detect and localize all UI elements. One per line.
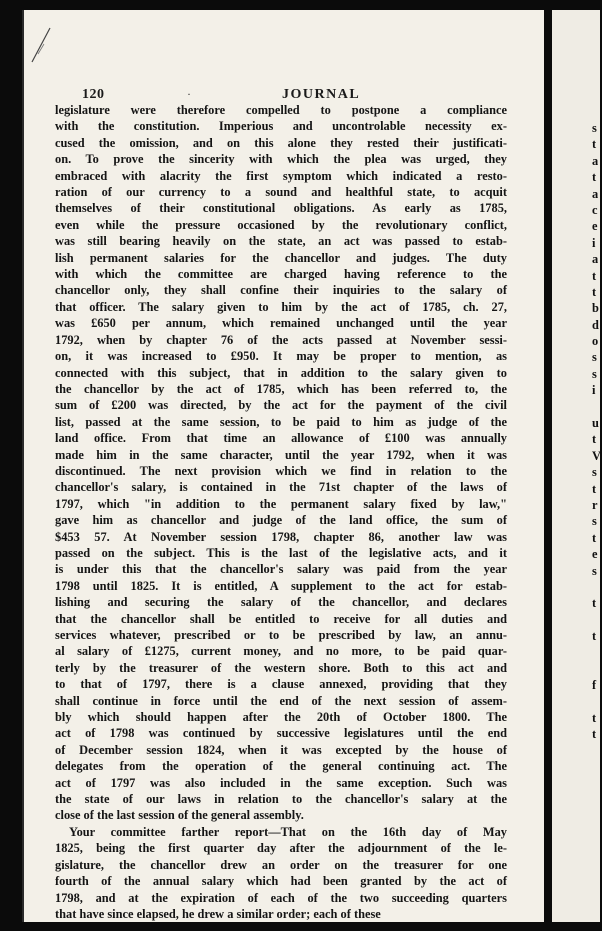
text-line: 1825, being the first quarter day after the adjournment of the le- <box>55 841 507 856</box>
text-line: cused the omission, and on this alone they rested their justificati- <box>55 135 507 150</box>
text-line: ration of our currency to a sound and healthful state, to acquit <box>55 185 507 200</box>
facing-page-letter: t <box>592 530 597 545</box>
text-line: connected with this subject, that in addition to the salary given to <box>55 365 507 380</box>
facing-page-letter <box>592 645 602 661</box>
facing-page-letter: s <box>592 563 597 578</box>
facing-page-letter: a <box>592 252 599 267</box>
text-line: that have since elapsed, he drew a similar order; each of these <box>55 906 381 921</box>
text-line: that officer. The salary given to him by the act of 1785, ch. 27, <box>55 299 507 314</box>
facing-page-letter: e <box>592 547 598 562</box>
text-line: that the chancellor shall be entitled to receive for all duties and <box>55 611 507 626</box>
text-line: chancellor only, they shall confine their inquiries to the salary of <box>55 283 507 298</box>
text-line: list, passed at the same session, to be paid to him as judge of the <box>55 414 507 429</box>
text-line: legislature were therefore compelled to postpone a compliance <box>55 103 507 117</box>
facing-page-letter: t <box>592 711 597 726</box>
text-line: gislature, the chancellor drew an order on the treasurer for one <box>55 857 507 872</box>
text-line: discontinued. The next provision which we find in relation to the <box>55 463 507 478</box>
facing-page-letter <box>592 579 602 595</box>
facing-page-letter: s <box>592 366 597 381</box>
text-line: even while the pressure occasioned by the revolutionary conflict, <box>55 217 507 232</box>
facing-page-letter: i <box>592 235 596 250</box>
facing-page-letter: u <box>592 416 599 431</box>
facing-page-letter: t <box>592 137 597 152</box>
facing-page-letter <box>592 661 602 677</box>
facing-page-letter: t <box>592 596 597 611</box>
text-line: $453 57. At November session 1798, chapter 86, another law was <box>55 529 507 544</box>
text-line: with which the committee are charged having reference to the <box>55 267 507 282</box>
text-line: 1798 until 1825. It is entitled, A supplement to the act for estab- <box>55 578 507 593</box>
facing-page-letter: V <box>592 448 601 463</box>
text-line: lishing and securing the salary of the chancellor, and declares <box>55 595 507 610</box>
facing-page-letter: s <box>592 350 597 365</box>
facing-page-letter: r <box>592 497 598 512</box>
text-line: on. To prove the sincerity with which the plea was urged, they <box>55 152 507 167</box>
text-line: delegates from the operation of the general continuing act. The <box>55 759 507 774</box>
facing-page-letter: i <box>592 383 596 398</box>
facing-page-letter: s <box>592 514 597 529</box>
corner-fold-mark <box>30 24 56 64</box>
facing-page-letter: e <box>592 219 598 234</box>
facing-page-letter: t <box>592 727 597 742</box>
text-line: Your committee farther report—That on the 16th day of May <box>69 824 507 839</box>
text-line: 1798, and at the expiration of each of the two succeeding quarters <box>55 890 507 905</box>
text-line: passed on the subject. This is the last of the legislative acts, and it <box>55 545 507 560</box>
facing-page-letter <box>592 776 602 792</box>
text-line: on, it was increased to £950. It may be proper to mention, as <box>55 349 507 364</box>
facing-page-letter: t <box>592 481 597 496</box>
printer-mark: · <box>187 87 191 101</box>
text-line: embraced with alacrity the first symptom which indicated a resto- <box>55 168 507 183</box>
facing-page-letter: t <box>592 284 597 299</box>
facing-page-letter: t <box>592 268 597 283</box>
text-line: chancellor's salary, is contained in the 71st chapter of the laws of <box>55 480 507 495</box>
text-line: shall continue in force until the end of the next session of assem- <box>55 693 507 708</box>
body-text <box>55 102 507 922</box>
facing-page-letter: c <box>592 202 598 217</box>
text-line: with the constitution. Imperious and uncontrolable necessity ex- <box>55 119 507 134</box>
text-line: of December session 1824, when it was excepted by the house of <box>55 742 507 757</box>
facing-page-letter: t <box>592 629 597 644</box>
page-edge-line <box>22 10 24 922</box>
facing-page-letter: a <box>592 153 599 168</box>
facing-page-letter: t <box>592 170 597 185</box>
text-line: 1797, which "in addition to the permanent salary fixed by law," <box>55 496 507 511</box>
text-line: close of the last session of the general assembly. <box>55 808 304 823</box>
facing-page-letter <box>592 612 602 628</box>
facing-page-letters <box>592 120 602 841</box>
text-line: the state of our laws in relation to the chancellor's salary at the <box>55 792 507 807</box>
page-number: 120 <box>82 87 105 102</box>
text-line: themselves of their constitutional obligations. As early as 1785, <box>55 201 507 216</box>
facing-page-letter: s <box>592 465 597 480</box>
text-line: lish permanent salaries for the chancellor and judges. The duty <box>55 250 507 265</box>
facing-page-letter: f <box>592 678 597 693</box>
facing-page-letter: d <box>592 317 599 332</box>
facing-page-letter: a <box>592 186 599 201</box>
text-line: gave him as chancellor and judge of the land office, the sum of <box>55 513 507 528</box>
running-head: JOURNAL <box>282 87 361 102</box>
text-line: was still bearing heavily on the state, an act was passed to estab- <box>55 234 507 249</box>
text-line: to that of 1797, there is a clause annexed, providing that they <box>55 677 507 692</box>
text-line: is under this that the chancellor's salary was paid from the year <box>55 562 507 577</box>
text-line: bly which should happen after the 20th of October 1800. The <box>55 710 507 725</box>
text-line: made him in the same character, until the year 1792, when it was <box>55 447 507 462</box>
text-line: 1792, when by chapter 76 of the acts passed at November sessi- <box>55 332 507 347</box>
text-line: land office. From that time an allowance of £100 was annually <box>55 431 507 446</box>
facing-page-letter: b <box>592 301 599 316</box>
text-line: was £650 per annum, which remained unchanged until the year <box>55 316 507 331</box>
facing-page-letter <box>592 694 602 710</box>
text-line: terly by the treasurer of the western shore. Both to this act and <box>55 660 507 675</box>
facing-page-letter: o <box>592 334 599 349</box>
text-line: al salary of £1275, current money, and no more, to be paid quar- <box>55 644 507 659</box>
facing-page-letter <box>592 759 602 775</box>
facing-page-letter: t <box>592 432 597 447</box>
facing-page-letter <box>592 743 602 759</box>
facing-page-letter <box>592 808 602 824</box>
text-line: sum of £200 was directed, by the act for the payment of the civil <box>55 398 507 413</box>
text-line: act of 1797 was also included in the same exception. Such was <box>55 775 507 790</box>
facing-page-letter <box>592 399 602 415</box>
text-line: the chancellor by the act of 1785, which has been referred to, the <box>55 381 507 396</box>
facing-page-letter: s <box>592 121 597 135</box>
text-line: act of 1798 was continued by successive legislatures until the end <box>55 726 507 741</box>
text-line: fourth of the annual salary which had been granted by the act of <box>55 874 507 889</box>
text-line: services whatever, prescribed or to be prescribed by law, an annu- <box>55 628 507 642</box>
facing-page-letter <box>592 825 602 841</box>
facing-page-letter <box>592 792 602 808</box>
